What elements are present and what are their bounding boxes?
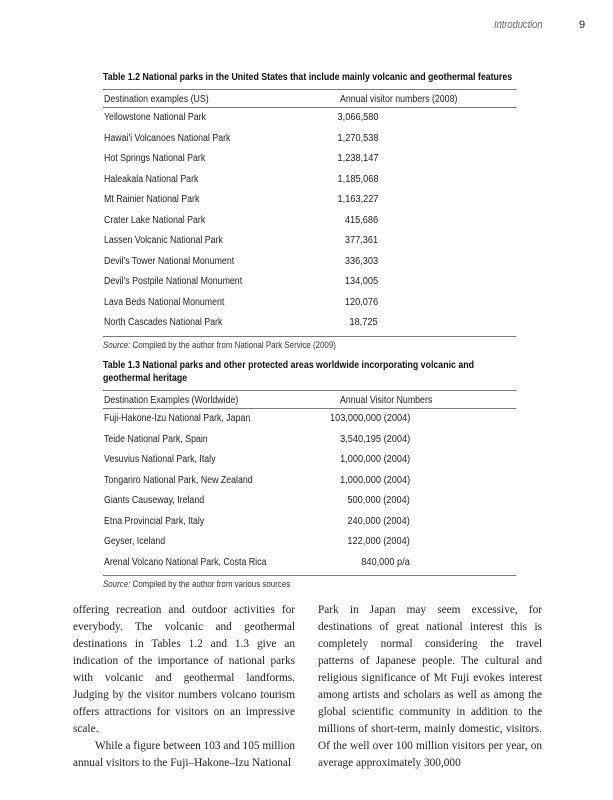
visitor-count: 240,000 (2004) <box>347 515 410 527</box>
table-row <box>103 532 516 553</box>
table-1-2-title: Table 1.2 National parks in the United States that include mainly volcanic and geothermal features <box>103 72 513 83</box>
body-column-right <box>318 602 542 772</box>
table-row <box>103 190 516 211</box>
destination-name: Arenal Volcano National Park, Costa Rica <box>104 556 267 568</box>
visitor-count: 3,540,195 (2004) <box>339 433 410 445</box>
park-name: Yellowstone National Park <box>104 112 206 123</box>
body-column-left <box>73 602 295 772</box>
table-row <box>103 211 516 232</box>
table-row <box>103 108 516 129</box>
table-row <box>103 430 516 451</box>
visitor-count: 134,005 <box>344 276 378 287</box>
destination-name: Teide National Park, Spain <box>104 433 208 445</box>
table-bottom-rule <box>103 336 516 337</box>
table-row <box>103 313 516 334</box>
source-label: Source: <box>103 339 131 350</box>
park-name: Crater Lake National Park <box>104 214 206 226</box>
visitor-count: 1,000,000 (2004) <box>339 474 410 486</box>
table-bottom-rule <box>103 575 516 576</box>
column-header-destination: Destination examples (US) <box>104 94 209 105</box>
table-row <box>103 491 516 512</box>
visitor-count: 1,270,538 <box>337 132 378 144</box>
destination-name: Tongariro National Park, New Zealand <box>104 474 253 486</box>
table-row <box>103 149 516 170</box>
visitor-count: 1,185,068 <box>337 173 378 185</box>
table-row <box>103 512 516 533</box>
table-row <box>103 129 516 150</box>
table-row <box>103 553 516 574</box>
park-name: Devil's Postpile National Monument <box>104 276 243 287</box>
visitor-count: 1,163,227 <box>337 194 378 205</box>
destination-name: Etna Provincial Park, Italy <box>104 515 205 527</box>
chapter-title: Introduction <box>494 19 543 31</box>
table-row <box>103 231 516 252</box>
table-1-2 <box>103 71 516 350</box>
source-text: Compiled by the author from various sources <box>130 579 291 589</box>
park-name: North Cascades National Park <box>104 317 223 328</box>
table-row <box>103 252 516 273</box>
column-header-visitors: Annual visitor numbers (2008) <box>340 94 458 105</box>
visitor-count: 103,000,000 (2004) <box>329 413 410 424</box>
table-row <box>103 170 516 191</box>
park-name: Devil's Tower National Monument <box>104 255 235 267</box>
table-row <box>103 272 516 293</box>
body-paragraph: offering recreation and outdoor activities for everybody. The volcanic and geothermal destinations in Tables 1.2 and 1.3 give an indication of the importance of national parks with volcanic and geothermal landforms. Judging by the visitor numbers volcano tourism offers attractions for visitors on an impressive scale. <box>73 604 295 735</box>
visitor-count: 120,076 <box>344 296 378 308</box>
visitor-count: 415,686 <box>344 214 378 226</box>
visitor-count: 1,000,000 (2004) <box>339 454 410 465</box>
visitor-count: 500,000 (2004) <box>347 495 410 506</box>
park-name: Mt Rainier National Park <box>104 194 200 205</box>
visitor-count: 122,000 (2004) <box>347 536 410 547</box>
destination-name: Geyser, Iceland <box>104 536 166 547</box>
visitor-count: 377,361 <box>344 235 378 246</box>
park-name: Haleakala National Park <box>104 173 199 185</box>
column-header-destination: Destination Examples (Worldwide) <box>104 395 239 406</box>
body-paragraph: Park in Japan may seem excessive, for destinations of great national interest this is completely normal considering the travel patterns of Japanese people. The cultural and religious significance of Mt Fuji evokes interest among artists and scholars as well as among the global scientific community in addition to the millions of short-term, mainly domestic, visitors. Of the well over 100 million visitors per year, on average approximately 300,000 <box>318 604 542 769</box>
body-paragraph: While a figure between 103 and 105 million annual visitors to the Fuji–Hakone–Izu National <box>73 740 295 769</box>
park-name: Lava Beds National Monument <box>104 296 225 308</box>
table-row <box>103 471 516 492</box>
table-1-3 <box>103 359 516 589</box>
park-name: Hot Springs National Park <box>104 153 206 164</box>
table-1-3-title: Table 1.3 National parks and other protected areas worldwide incorporating volcanic and geothermal heritage <box>103 360 475 384</box>
visitor-count: 3,066,580 <box>337 112 378 123</box>
table-row <box>103 293 516 314</box>
park-name: Lassen Volcanic National Park <box>104 235 223 246</box>
table-source-note <box>103 579 466 589</box>
table-row <box>103 450 516 471</box>
source-text: Compiled by the author from National Park Service (2009) <box>130 339 336 350</box>
destination-name: Fuji-Hakone-Izu National Park, Japan <box>104 413 251 424</box>
table-row <box>103 409 516 430</box>
destination-name: Giants Causeway, Ireland <box>104 495 205 506</box>
visitor-count: 840,000 p/a <box>361 556 410 568</box>
visitor-count: 336,303 <box>344 255 378 267</box>
page-number: 9 <box>579 19 586 31</box>
visitor-count: 1,238,147 <box>337 153 378 164</box>
running-head <box>0 19 613 35</box>
source-label: Source: <box>103 579 131 589</box>
destination-name: Vesuvius National Park, Italy <box>104 454 216 465</box>
table-header-row <box>103 90 516 107</box>
table-header-row <box>103 391 516 408</box>
park-name: Hawai'i Volcanoes National Park <box>104 132 231 144</box>
table-source-note <box>103 340 466 350</box>
column-header-visitors: Annual Visitor Numbers <box>340 395 433 406</box>
visitor-count: 18,725 <box>349 317 378 328</box>
